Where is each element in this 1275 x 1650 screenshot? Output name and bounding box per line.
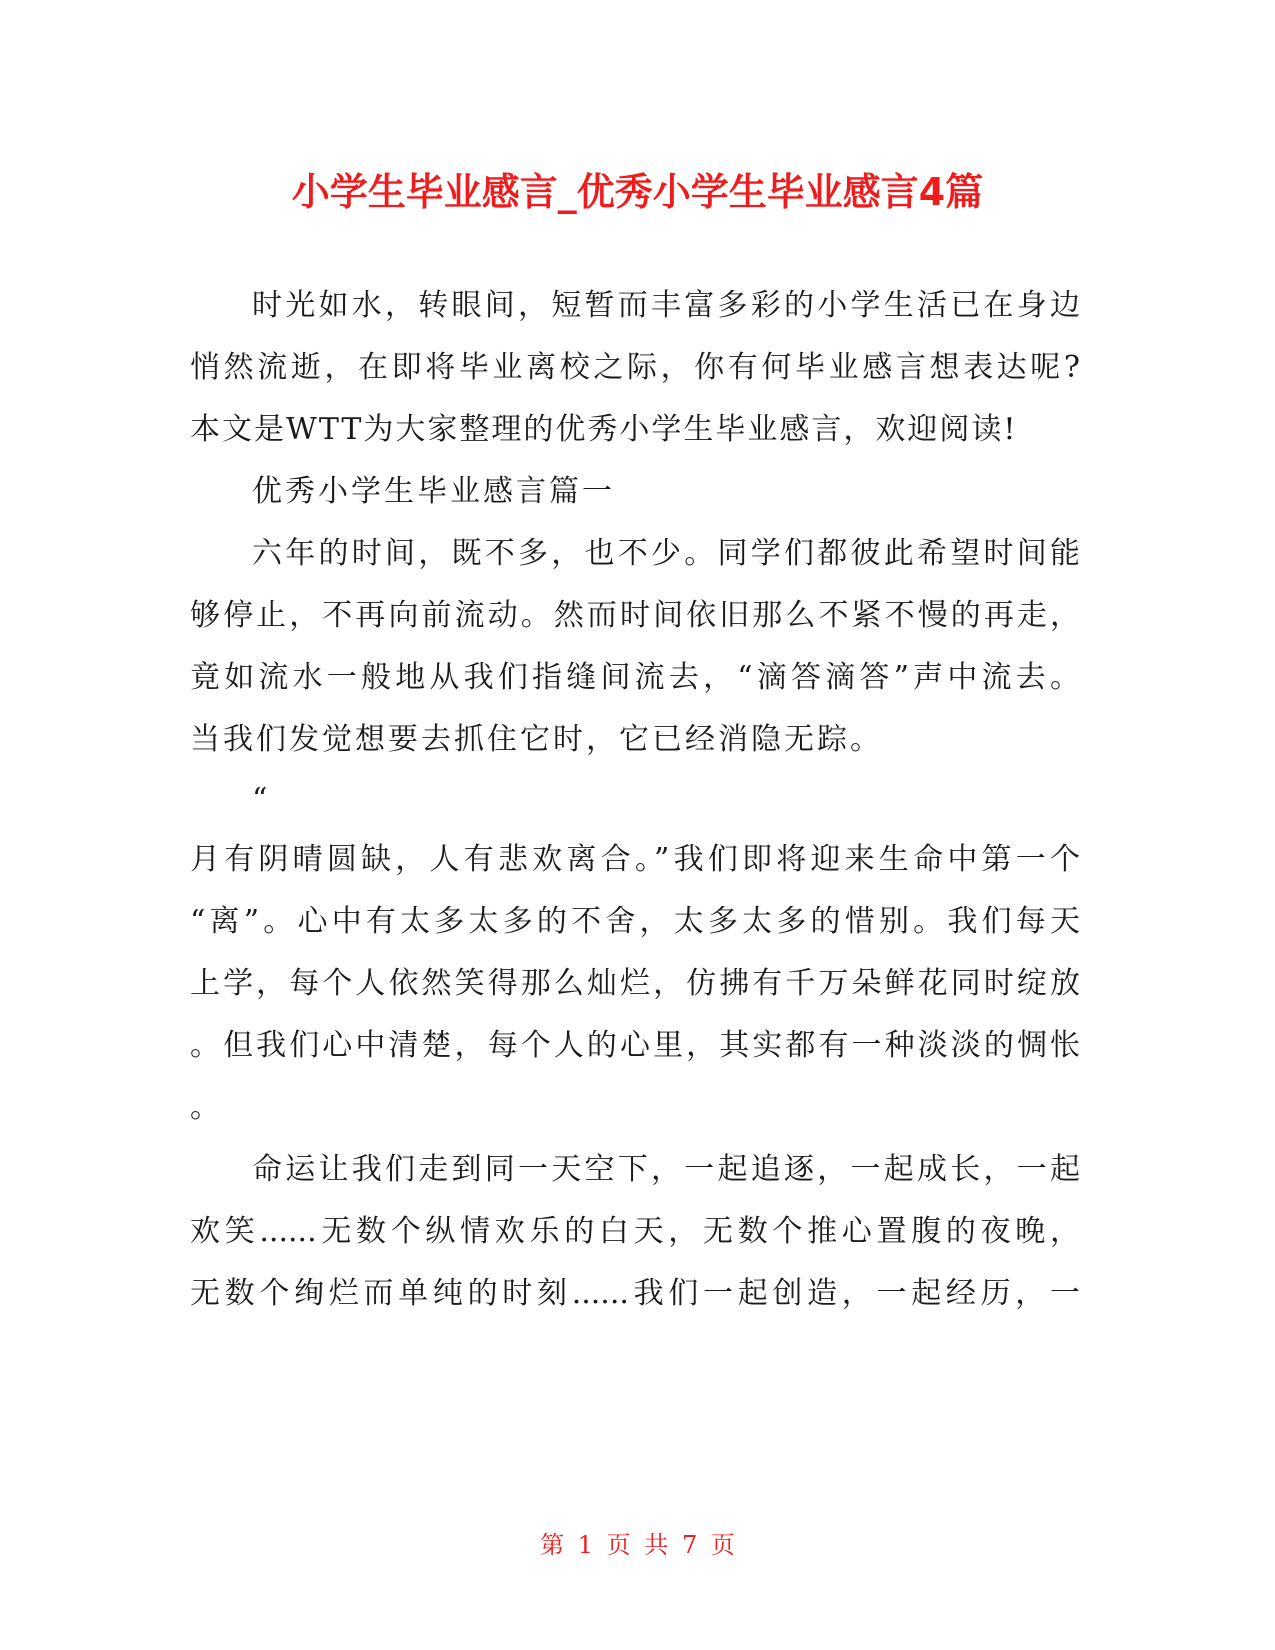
body-line: 上学，每个人依然笑得那么灿烂，仿拂有千万朵鲜花同时绽放 <box>190 966 1080 1001</box>
body-line: 月有阴晴圆缺，人有悲欢离合。”我们即将迎来生命中第一个 <box>190 842 1080 877</box>
body-line: 。 <box>190 1090 223 1125</box>
body-line: 欢笑......无数个纵情欢乐的白天，无数个推心置腹的夜晚， <box>190 1214 1080 1249</box>
body-line: 。但我们心中清楚，每个人的心里，其实都有一种淡淡的惆怅 <box>190 1028 1080 1063</box>
section-heading: 优秀小学生毕业感言篇一 <box>252 474 615 509</box>
quote-mark: “ <box>252 782 271 817</box>
body-line: 时光如水，转眼间，短暂而丰富多彩的小学生活已在身边 <box>252 288 1080 323</box>
document-title: 小学生毕业感言_优秀小学生毕业感言4篇 <box>291 170 984 214</box>
body-line: “离”。心中有太多太多的不舍，太多太多的惜别。我们每天 <box>190 904 1080 939</box>
body-line: 竟如流水一般地从我们指缝间流去，“滴答滴答”声中流去。 <box>190 660 1080 695</box>
body-line: 无数个绚烂而单纯的时刻......我们一起创造，一起经历，一 <box>190 1276 1080 1311</box>
body-line: 够停止，不再向前流动。然而时间依旧那么不紧不慢的再走， <box>190 598 1080 633</box>
body-line: 命运让我们走到同一天空下，一起追逐，一起成长，一起 <box>252 1152 1080 1187</box>
body-line: 悄然流逝，在即将毕业离校之际，你有何毕业感言想表达呢? <box>190 350 1080 385</box>
page-footer: 第 1 页 共 7 页 <box>540 1531 735 1559</box>
body-line: 本文是WTT为大家整理的优秀小学生毕业感言，欢迎阅读! <box>190 412 1018 447</box>
body-line: 六年的时间，既不多，也不少。同学们都彼此希望时间能 <box>252 536 1080 571</box>
body-line: 当我们发觉想要去抓住它时，它已经消隐无踪。 <box>190 722 883 757</box>
